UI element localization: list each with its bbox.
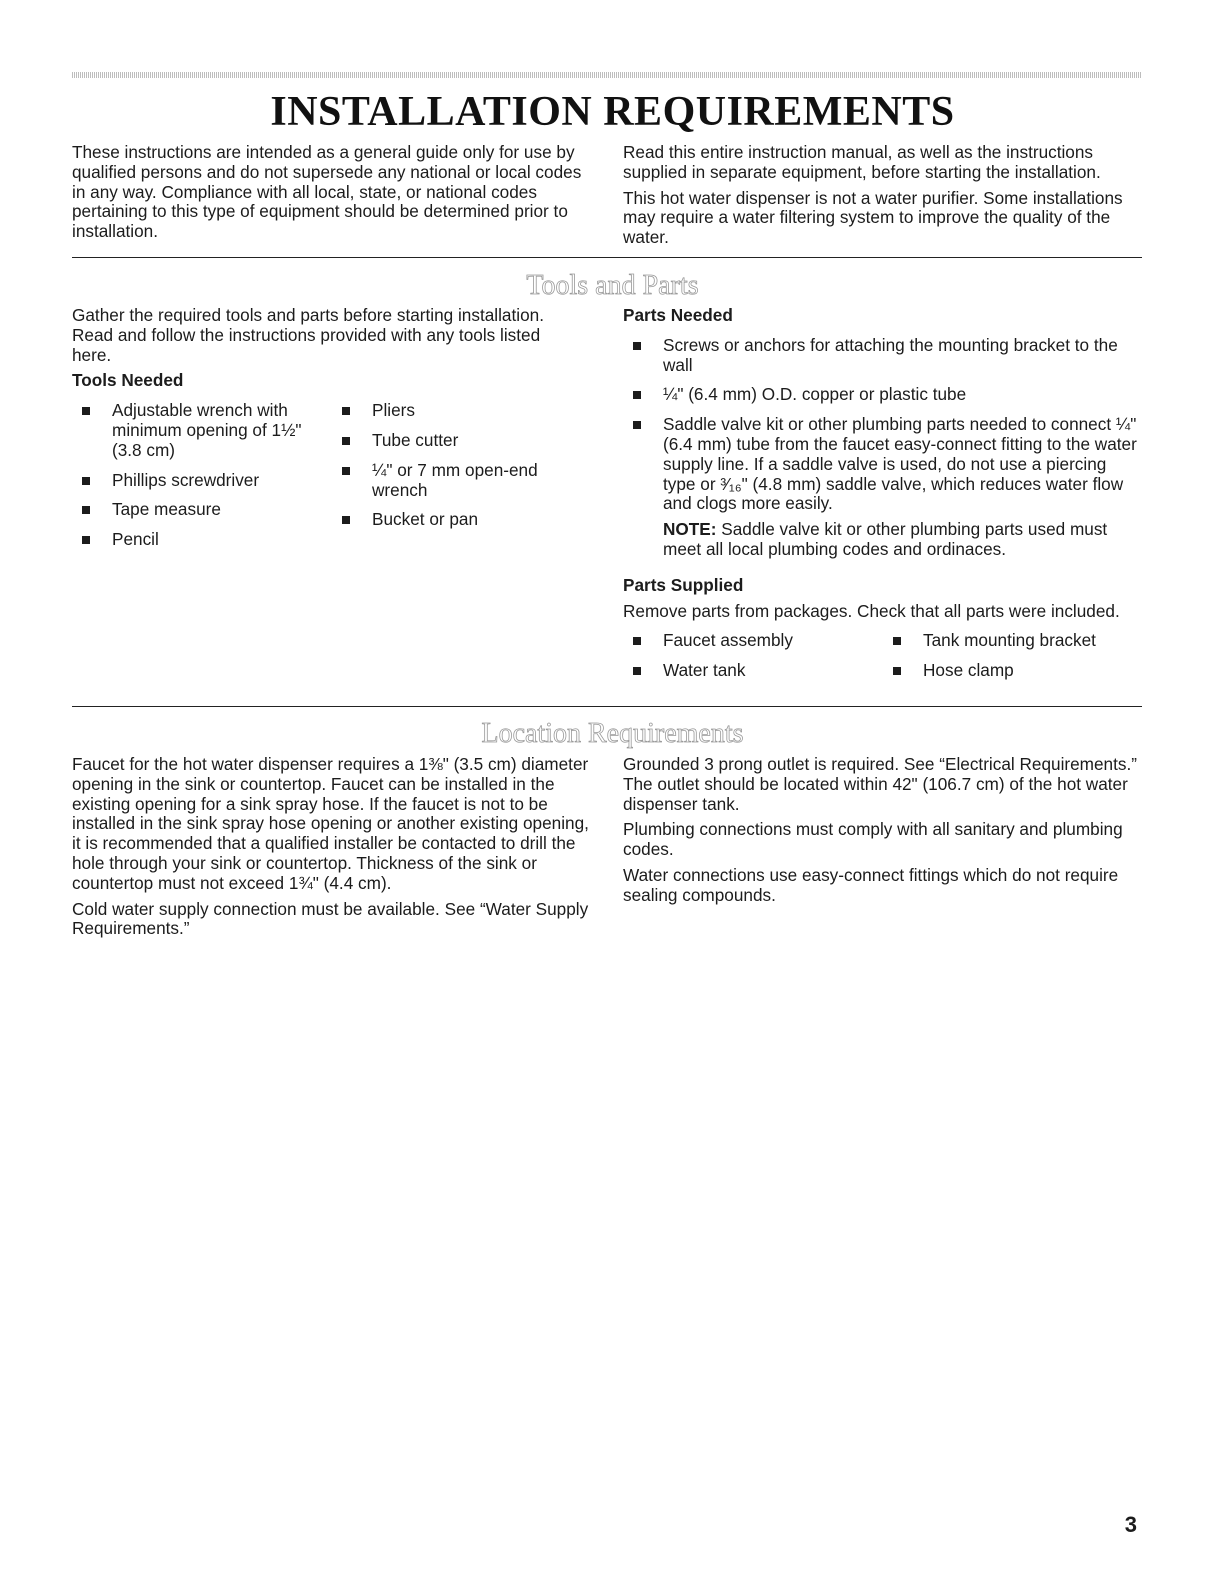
location-paragraph: Water connections use easy-connect fittings which do not require sealing compounds. <box>623 864 1119 905</box>
intro-paragraph: Read this entire instruction manual, as well as the instructions supplied in separate equipment, before starting the installation. <box>623 142 1101 182</box>
page-title: INSTALLATION REQUIREMENTS <box>270 89 955 135</box>
intro-paragraph: This hot water dispenser is not a water purifier. Some installations may require a water filtering system to improve the quality of the water. <box>623 187 1123 248</box>
tools-list-2 <box>332 401 562 560</box>
parts-needed-list <box>623 336 1143 514</box>
list-item: Water tank <box>623 661 883 681</box>
list-item: Tube cutter <box>332 431 562 451</box>
list-item: Pliers <box>332 401 562 421</box>
tools-needed-heading: Tools Needed <box>72 370 184 391</box>
parts-needed-heading: Parts Needed <box>623 305 733 325</box>
location-paragraph: Grounded 3 prong outlet is required. See “Electrical Requirements.” The outlet should be located within 42" (106.7 cm) of the hot water dispenser tank. <box>623 754 1137 814</box>
list-item: Tape measure <box>72 500 332 520</box>
location-right <box>623 755 1143 912</box>
list-item: Adjustable wrench with minimum opening of 1½" (3.8 cm) <box>72 401 332 460</box>
intro-paragraph: These instructions are intended as a general guide only for use by qualified persons and do not supersede any national or local codes in any way. Compliance with all local, state, or national codes pertaining to this type of equipment should be determined prior to installation. <box>72 142 582 242</box>
parts-supplied-list-1 <box>623 631 883 691</box>
list-item: Bucket or pan <box>332 510 562 530</box>
location-left <box>72 755 592 945</box>
tools-intro: Gather the required tools and parts before starting installation. Read and follow the instructions provided with any tools listed here. <box>72 305 544 365</box>
note-text: Saddle valve kit or other plumbing parts used must meet all local plumbing codes and ordinaces. <box>663 519 1108 559</box>
intro-right <box>623 143 1143 254</box>
tools-column <box>72 306 572 560</box>
parts-supplied-heading: Parts Supplied <box>623 574 744 595</box>
note <box>623 520 1143 560</box>
page-number: 3 <box>1124 1512 1137 1537</box>
list-item: Faucet assembly <box>623 631 883 651</box>
location-paragraph: Faucet for the hot water dispenser requires a 1⅜" (3.5 cm) diameter opening in the sink or countertop. Faucet can be installed in the existing opening for a sink spray hose. If the faucet is not to be installed in the sink spray hose opening or another existing opening, it is recommended that a qualified installer be contacted to drill the hole through your sink or countertop. Thickness of the sink or countertop must not exceed 1¾" (4.4 cm). <box>72 754 589 893</box>
tools-list-1 <box>72 401 332 560</box>
tools-parts-heading: Tools and Parts <box>526 270 699 301</box>
location-paragraph: Plumbing connections must comply with all sanitary and plumbing codes. <box>623 819 1123 860</box>
list-item: ¼" or 7 mm open-end wrench <box>332 461 562 501</box>
list-item: Hose clamp <box>883 661 1143 681</box>
location-heading: Location Requirements <box>481 718 744 749</box>
list-item: Saddle valve kit or other plumbing parts needed to connect ¼" (6.4 mm) tube from the faucet easy-connect fitting to the water supply line. If a saddle valve is used, do not use a piercing type or ³⁄₁₆" (4.8 mm) saddle valve, which reduces water flow and clogs more easily. <box>623 415 1143 514</box>
list-item: Tank mounting bracket <box>883 631 1143 651</box>
section-divider <box>72 257 1142 258</box>
intro-left <box>72 143 592 248</box>
location-paragraph: Cold water supply connection must be available. See “Water Supply Requirements.” <box>72 898 589 939</box>
parts-column <box>623 306 1143 691</box>
list-item: Phillips screwdriver <box>72 471 332 491</box>
parts-supplied-intro: Remove parts from packages. Check that all parts were included. <box>623 600 1120 621</box>
list-item: Pencil <box>72 530 332 550</box>
parts-supplied-list-2 <box>883 631 1143 691</box>
list-item: Screws or anchors for attaching the mounting bracket to the wall <box>623 336 1143 376</box>
note-label: NOTE: <box>663 519 717 540</box>
section-divider <box>72 706 1142 707</box>
top-decorative-bar <box>72 72 1142 78</box>
list-item: ¼" (6.4 mm) O.D. copper or plastic tube <box>623 385 1143 405</box>
